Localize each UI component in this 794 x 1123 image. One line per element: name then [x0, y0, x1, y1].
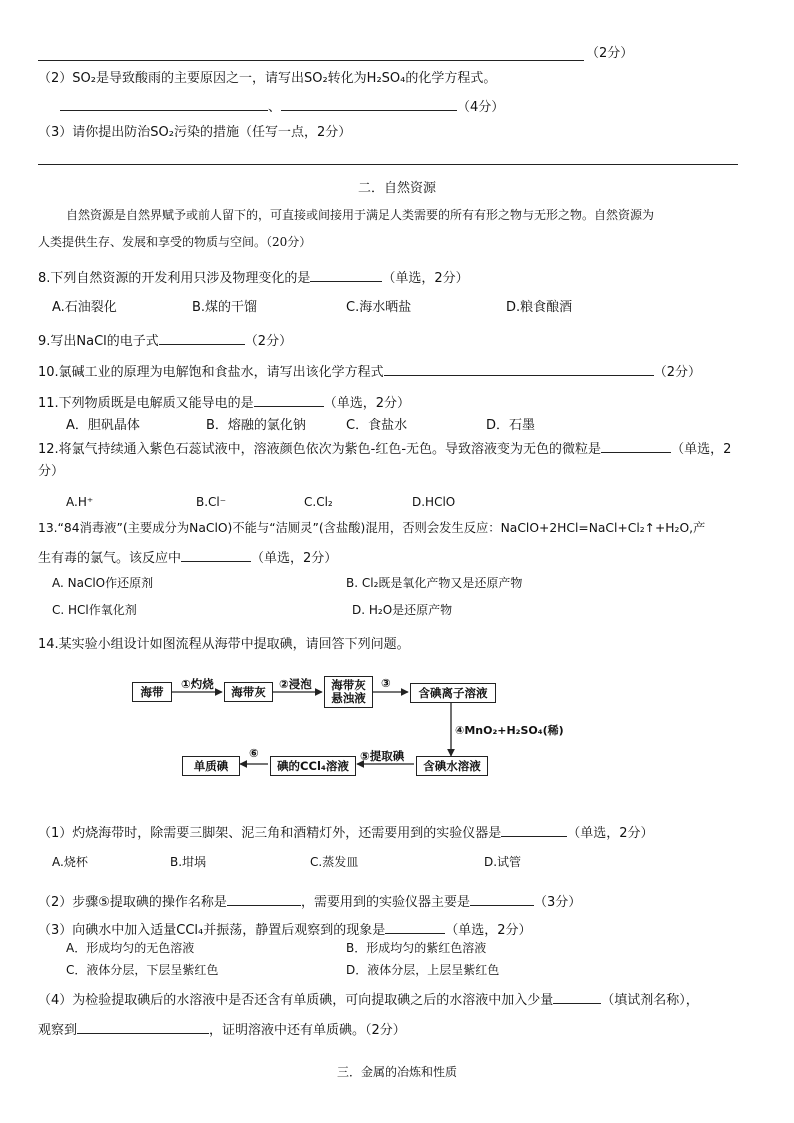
flow-box-ionsol: 含碘离子溶液	[410, 683, 496, 703]
question-3-text: （3）请你提出防治SO₂污染的措施（任写一点，2分）	[38, 125, 352, 140]
option[interactable]: C.Cl₂	[304, 495, 333, 509]
answer-blank[interactable]	[501, 823, 567, 837]
option[interactable]: A.烧杯	[52, 855, 88, 869]
question-11-stem: 11.下列物质既是电解质又能导电的是 （单选，2分）	[38, 393, 410, 412]
option[interactable]: A. NaClO作还原剂	[52, 576, 154, 590]
question-10-stem: 10.氯碱工业的原理为电解饱和食盐水，请写出该化学方程式 （2分）	[38, 362, 701, 381]
flow-box-haidaihui: 海带灰	[224, 682, 273, 702]
answer-blank[interactable]	[470, 892, 534, 906]
option[interactable]: D．液体分层，上层呈紫红色	[346, 963, 500, 977]
flow-step-label: ①灼烧	[181, 677, 214, 691]
flow-step-label: ③	[381, 676, 391, 690]
question-12-stem: 12.将氯气持续通入紫色石蕊试液中，溶液颜色依次为紫色-红色-无色。导致溶液变为无色的微粒是 （单选，2	[38, 439, 731, 458]
question-13-stem-cont: 生有毒的氯气。该反应中 （单选，2分）	[38, 548, 337, 567]
question-14-2: （2）步骤⑤提取碘的操作名称是 ，需要用到的实验仪器主要是 （3分）	[38, 892, 581, 911]
section-title: 二．自然资源	[357, 181, 436, 196]
question-14-1: （1）灼烧海带时，除需要三脚架、泥三角和酒精灯外，还需要用到的实验仪器是 （单选，2分）	[38, 823, 654, 842]
option[interactable]: A.H⁺	[66, 495, 94, 509]
flow-box-haidai: 海带	[132, 682, 172, 702]
option[interactable]: B.Cl⁻	[196, 495, 227, 509]
option[interactable]: C．食盐水	[346, 418, 408, 433]
score-label: （2分）	[586, 46, 634, 61]
option[interactable]: A．胆矾晶体	[66, 418, 140, 433]
option[interactable]: D．石墨	[486, 418, 536, 433]
question-14-4-cont: 观察到 ，证明溶液中还有单质碘。（2分）	[38, 1020, 406, 1039]
option[interactable]: B．形成均匀的紫红色溶液	[346, 941, 487, 955]
question-12-stem-cont: 分）	[38, 464, 65, 479]
flow-box-ccl4: 碘的CCl₄溶液	[270, 756, 356, 776]
answer-blank[interactable]	[385, 920, 445, 934]
question-13-stem: 13.“84消毒液”(主要成分为NaClO)不能与“洁厕灵”(含盐酸)混用，否则会发生反应：NaClO+2HCl=NaCl+Cl₂↑+H₂O,产	[38, 521, 706, 535]
option[interactable]: B．熔融的氯化钠	[206, 418, 306, 433]
option[interactable]: A．形成均匀的无色溶液	[66, 941, 195, 955]
option[interactable]: C.蒸发皿	[310, 855, 359, 869]
flow-box-watersol: 含碘水溶液	[416, 756, 488, 776]
question-2-text: （2）SO₂是导致酸雨的主要原因之一，请写出SO₂转化为H₂SO₄的化学方程式。	[38, 71, 497, 86]
answer-blank[interactable]	[553, 990, 601, 1004]
section-intro: 自然资源是自然界赋予或前人留下的，可直接或间接用于满足人类需要的所有有形之物与无形之物。自然资源为	[66, 208, 655, 222]
section-title: 三．金属的冶炼和性质	[336, 1065, 457, 1079]
answer-blank[interactable]	[227, 892, 301, 906]
question-9-stem: 9.写出NaCl的电子式 （2分）	[38, 331, 292, 350]
flow-step-label: ⑤提取碘	[360, 749, 405, 763]
flow-step-label: ④MnO₂+H₂SO₄(稀)	[455, 724, 564, 737]
question-8-stem: 8.下列自然资源的开发利用只涉及物理变化的是 （单选，2分）	[38, 268, 469, 287]
option[interactable]: D. H₂O是还原产物	[352, 603, 453, 617]
flow-box-iodine: 单质碘	[182, 756, 240, 776]
option[interactable]: A.石油裂化	[52, 300, 117, 315]
flow-step-label: ⑥	[249, 746, 259, 760]
flow-step-label: ②浸泡	[279, 677, 312, 691]
flow-box-xuanzhuo: 海带灰 悬浊液	[324, 676, 373, 708]
option[interactable]: B. Cl₂既是氧化产物又是还原产物	[346, 576, 523, 590]
option[interactable]: C．液体分层，下层呈紫红色	[66, 963, 219, 977]
option[interactable]: B.坩埚	[170, 855, 207, 869]
option[interactable]: D.HClO	[412, 495, 456, 509]
question-2-answer: 、 （4分）	[60, 97, 504, 116]
question-14-3: （3）向碘水中加入适量CCl₄并振荡，静置后观察到的现象是 （单选，2分）	[38, 920, 532, 939]
option[interactable]: C. HCl作氧化剂	[52, 603, 137, 617]
option[interactable]: C.海水晒盐	[346, 300, 412, 315]
question-14-4: （4）为检验提取碘后的水溶液中是否还含有单质碘，可向提取碘之后的水溶液中加入少量 （填试剂名称），	[38, 990, 699, 1009]
score-label: （4分）	[457, 100, 505, 115]
option[interactable]: B.煤的干馏	[192, 300, 258, 315]
option[interactable]: D.试管	[484, 855, 522, 869]
question-14-stem: 14.某实验小组设计如图流程从海带中提取碘，请回答下列问题。	[38, 637, 410, 652]
answer-blank[interactable]	[77, 1020, 209, 1034]
option[interactable]: D.粮食酿酒	[506, 300, 573, 315]
section-intro: 人类提供生存、发展和享受的物质与空间。（20分）	[38, 235, 312, 249]
